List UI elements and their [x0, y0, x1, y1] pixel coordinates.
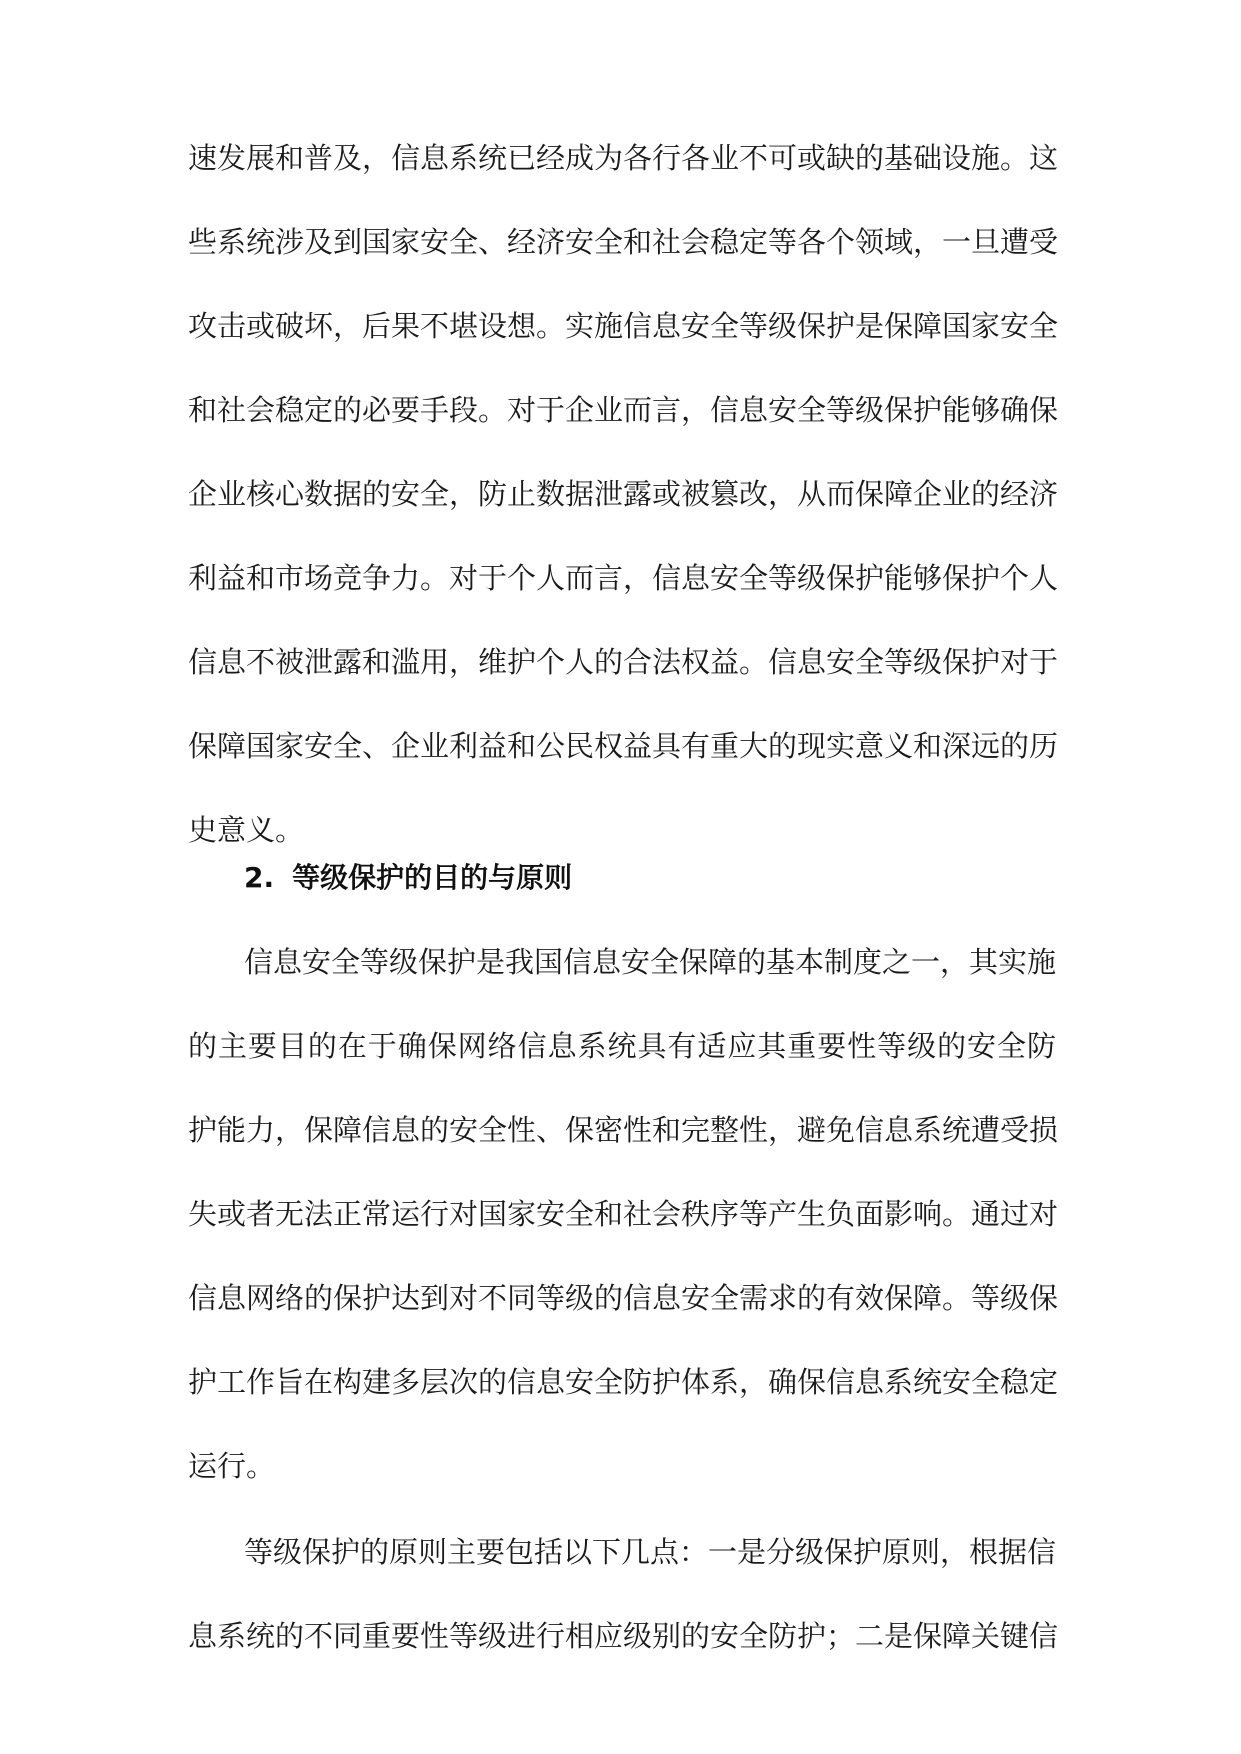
text-line: 保障国家安全、企业利益和公民权益具有重大的现实意义和深远的历	[188, 729, 1059, 763]
text-line: 速发展和普及，信息系统已经成为各行各业不可或缺的基础设施。这	[188, 141, 1059, 175]
text-line: 护工作旨在构建多层次的信息安全防护体系，确保信息系统安全稳定	[188, 1365, 1059, 1399]
text-line: 史意义。	[188, 813, 305, 847]
text-line: 信息不被泄露和滥用，维护个人的合法权益。信息安全等级保护对于	[188, 645, 1059, 679]
text-line: 利益和市场竞争力。对于个人而言，信息安全等级保护能够保护个人	[188, 561, 1059, 595]
section-heading	[244, 858, 572, 898]
text-line: 攻击或破坏，后果不堪设想。实施信息安全等级保护是保障国家安全	[188, 309, 1059, 343]
text-line: 的主要目的在于确保网络信息系统具有适应其重要性等级的安全防	[188, 1029, 1056, 1063]
text-line: 护能力，保障信息的安全性、保密性和完整性，避免信息系统遭受损	[188, 1113, 1059, 1147]
text-line: 信息安全等级保护是我国信息安全保障的基本制度之一，其实施	[244, 945, 1057, 979]
text-line: 企业核心数据的安全，防止数据泄露或被篡改，从而保障企业的经济	[188, 477, 1059, 511]
text-line: 等级保护的原则主要包括以下几点：一是分级保护原则，根据信	[244, 1535, 1057, 1569]
text-line: 失或者无法正常运行对国家安全和社会秩序等产生负面影响。通过对	[188, 1197, 1059, 1231]
section-title: 等级保护的目的与原则	[292, 861, 573, 894]
section-number: 2.	[244, 861, 275, 894]
text-line: 和社会稳定的必要手段。对于企业而言，信息安全等级保护能够确保	[188, 393, 1059, 427]
text-line: 信息网络的保护达到对不同等级的信息安全需求的有效保障。等级保	[188, 1281, 1059, 1315]
text-line: 运行。	[188, 1449, 276, 1483]
text-line: 息系统的不同重要性等级进行相应级别的安全防护；二是保障关键信	[188, 1619, 1059, 1653]
text-line: 些系统涉及到国家安全、经济安全和社会稳定等各个领域，一旦遭受	[188, 225, 1059, 259]
